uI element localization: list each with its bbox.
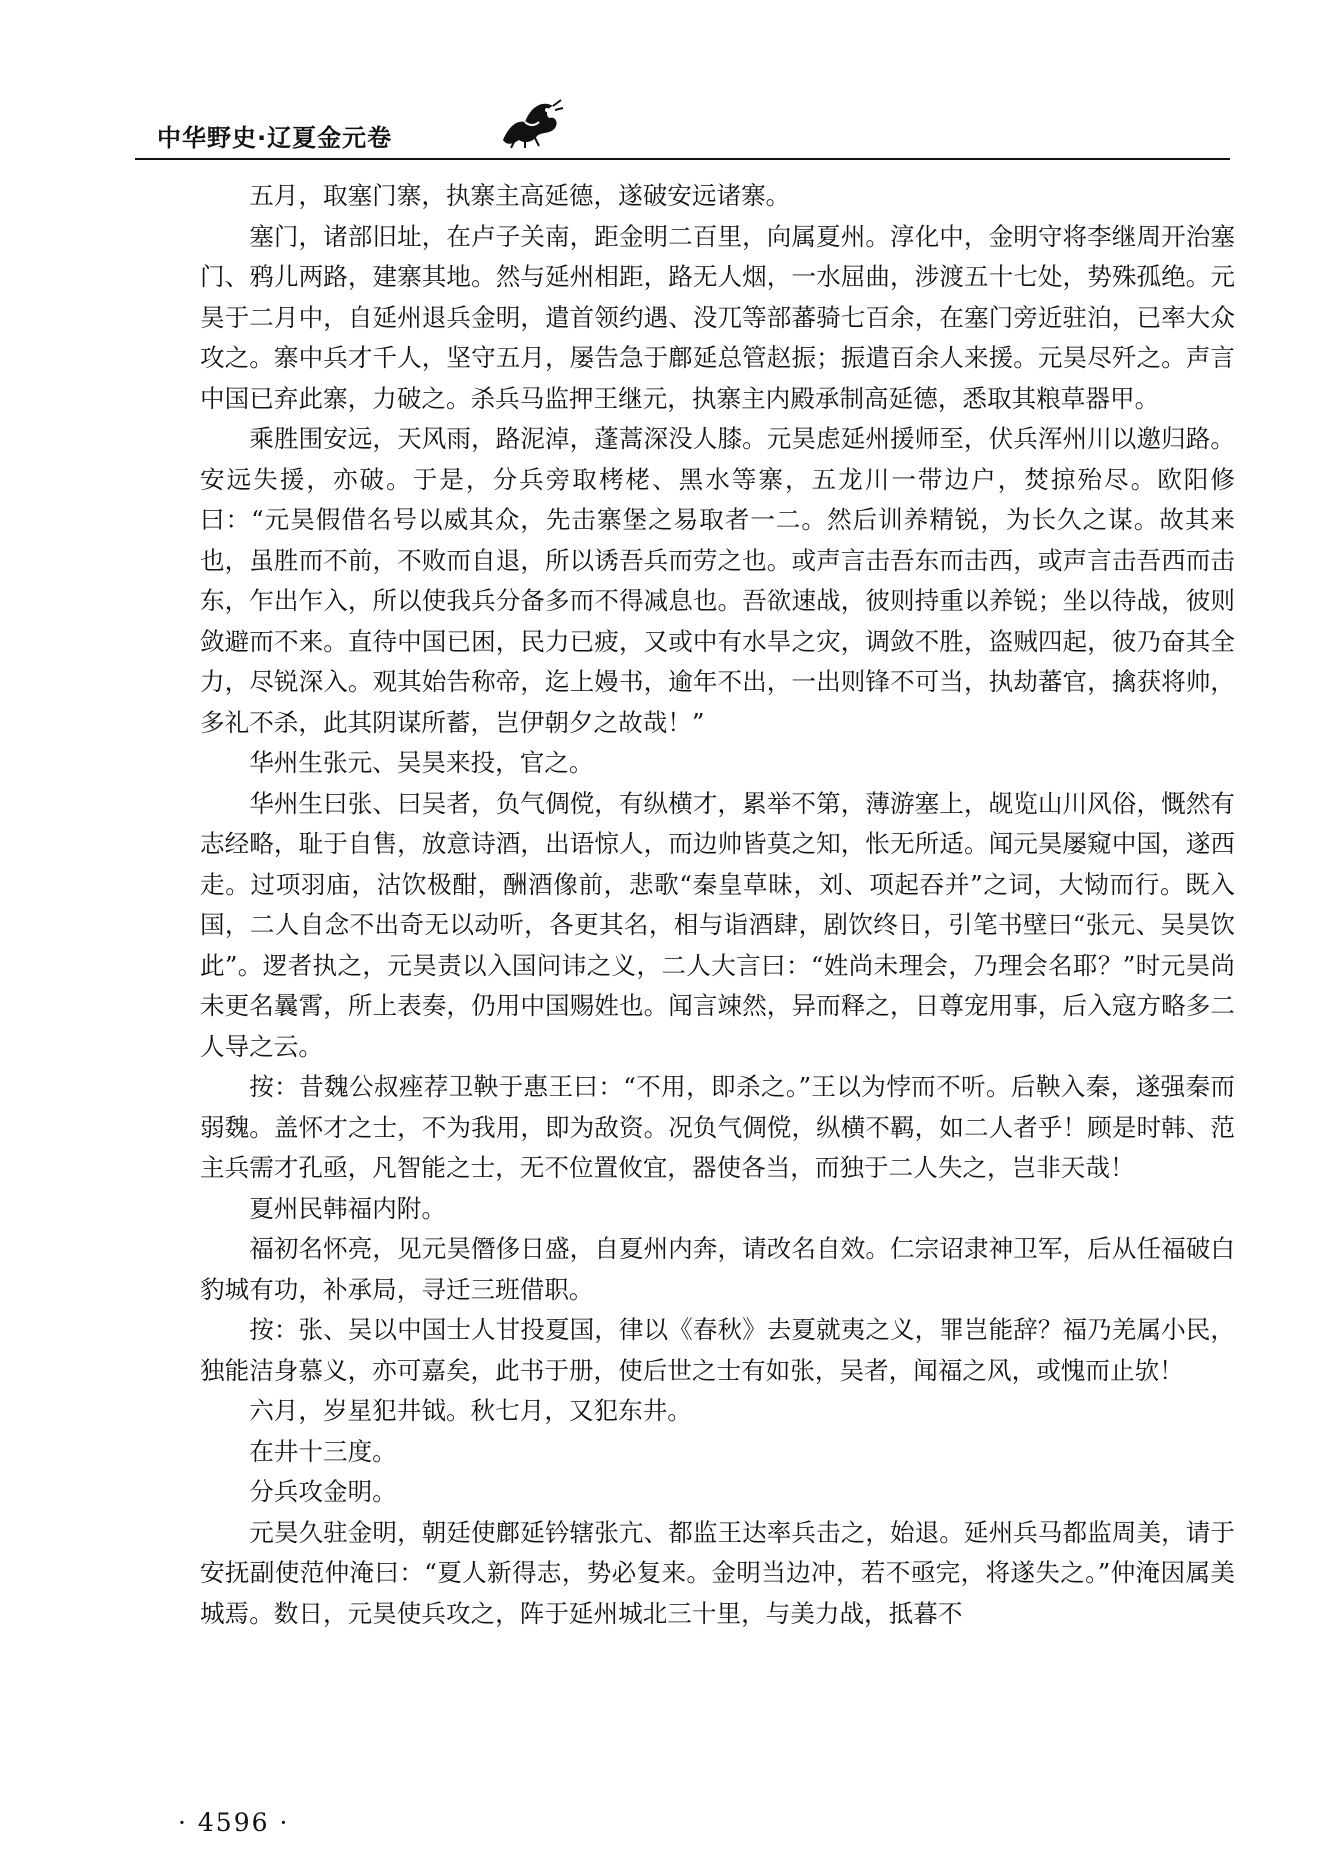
paragraph: 按：张、吴以中国士人甘投夏国，律以《春秋》去夏就夷之义，罪岂能辞？福乃羌属小民，独能洁身慕义，亦可嘉矣，此书于册，使后世之士有如张，吴者，闻福之风，或愧而止欤！	[200, 1315, 1235, 1385]
paragraph: 分兵攻金明。	[249, 1477, 397, 1506]
paragraph: 华州生张元、吴昊来投，官之。	[249, 748, 594, 777]
paragraph: 元昊久驻金明，朝廷使鄜延钤辖张亢、都监王达率兵击之，始退。延州兵马都监周美，请于安抚副使范仲淹曰：“夏人新得志，势必复来。金明当边冲，若不亟完，将遂失之。”仲淹因属美城焉。数日，元昊使兵攻之，阵于延州城北三十里，与美力战，抵暮不	[200, 1517, 1235, 1628]
paragraph: 按：昔魏公叔痤荐卫鞅于惠王曰：“不用，即杀之。”王以为悖而不听。后鞅入秦，遂强秦而弱魏。盖怀才之士，不为我用，即为敌资。况负气倜傥，纵横不羁，如二人者乎！顾是时韩、范主兵需才孔亟，凡智能之士，无不位置攸宜，器使各当，而独于二人失之，岂非天哉！	[200, 1072, 1235, 1182]
header-rule	[135, 158, 1230, 160]
paragraph: 六月，岁星犯井钺。秋七月，又犯东井。	[249, 1396, 692, 1425]
page-number: · 4596 ·	[178, 1808, 290, 1837]
paragraph: 夏州民韩福内附。	[249, 1193, 446, 1223]
paragraph: 塞门，诸部旧址，在卢子关南，距金明二百里，向属夏州。淳化中，金明守将李继周开治塞门、鸦儿两路，建寨其地。然与延州相距，路无人烟，一水屈曲，涉渡五十七处，势殊孤绝。元昊于二月中，自延州退兵金明，遣首领约遇、没兀等部蕃骑七百余，在塞门旁近驻泊，已率大众攻之。寨中兵才千人，坚守五月，屡告急于鄜延总管赵振；振遣百余人来援。元昊尽歼之。声言中国已弃此寨，力破之。杀兵马监押王继元，执寨主内殿承制高延德，悉取其粮草器甲。	[200, 221, 1235, 413]
body-text	[200, 176, 1235, 1634]
paragraph: 乘胜围安远，天风雨，路泥淖，蓬蒿深没人膝。元昊虑延州援师至，伏兵浑州川以邀归路。安远失援，亦破。于是，分兵旁取栲栳、黑水等寨，五龙川一带边户，焚掠殆尽。欧阳修曰：“元昊假借名号以威其众，先击寨堡之易取者一二。然后训养精锐，为长久之谋。故其来也，虽胜而不前，不败而自退，所以诱吾兵而劳之也。或声言击吾东而击西，或声言击吾西而击东，乍出乍入，所以使我兵分备多而不得减息也。吾欲速战，彼则持重以养锐；坐以待战，彼则敛避而不来。直待中国已困，民力已疲，又或中有水旱之灾，调敛不胜，盗贼四起，彼乃奋其全力，尽锐深入。观其始告称帝，迄上嫚书，逾年不出，一出则锋不可当，执劫蕃官，擒获将帅，多礼不杀，此其阴谋所蓄，岂伊朝夕之故哉！”	[200, 424, 1235, 737]
paragraph: 五月，取塞门寨，执寨主高延德，遂破安远诸寨。	[249, 181, 791, 210]
paragraph: 在井十三度。	[249, 1436, 397, 1466]
paragraph: 华州生曰张、曰吴者，负气倜傥，有纵横才，累举不第，薄游塞上，觇览山川风俗，慨然有志经略，耻于自售，放意诗酒，出语惊人，而边帅皆莫之知，怅无所适。闻元昊屡窥中国，遂西走。过项羽庙，沽饮极酣，酬酒像前，悲歌“秦皇草昧，刘、项起吞并”之词，大恸而行。既入国，二人自念不出奇无以动听，各更其名，相与诣酒肆，剧饮终日，引笔书壁曰“张元、吴昊饮此”。逻者执之，元昊责以入国问讳之义，二人大言曰：“姓尚未理会，乃理会名耶？”时元昊尚未更名曩霄，所上表奏，仍用中国赐姓也。闻言竦然，异而释之，日尊宠用事，后入寇方略多二人导之云。	[200, 788, 1235, 1061]
paragraph: 福初名怀亮，见元昊僭侈日盛，自夏州内奔，请改名自效。仁宗诏隶神卫军，后从任福破白豹城有功，补承局，寻迁三班借职。	[200, 1234, 1235, 1304]
dragon-emblem-icon	[495, 96, 565, 148]
book-title: 中华野史·辽夏金元卷	[157, 124, 393, 152]
running-header	[135, 118, 1230, 162]
